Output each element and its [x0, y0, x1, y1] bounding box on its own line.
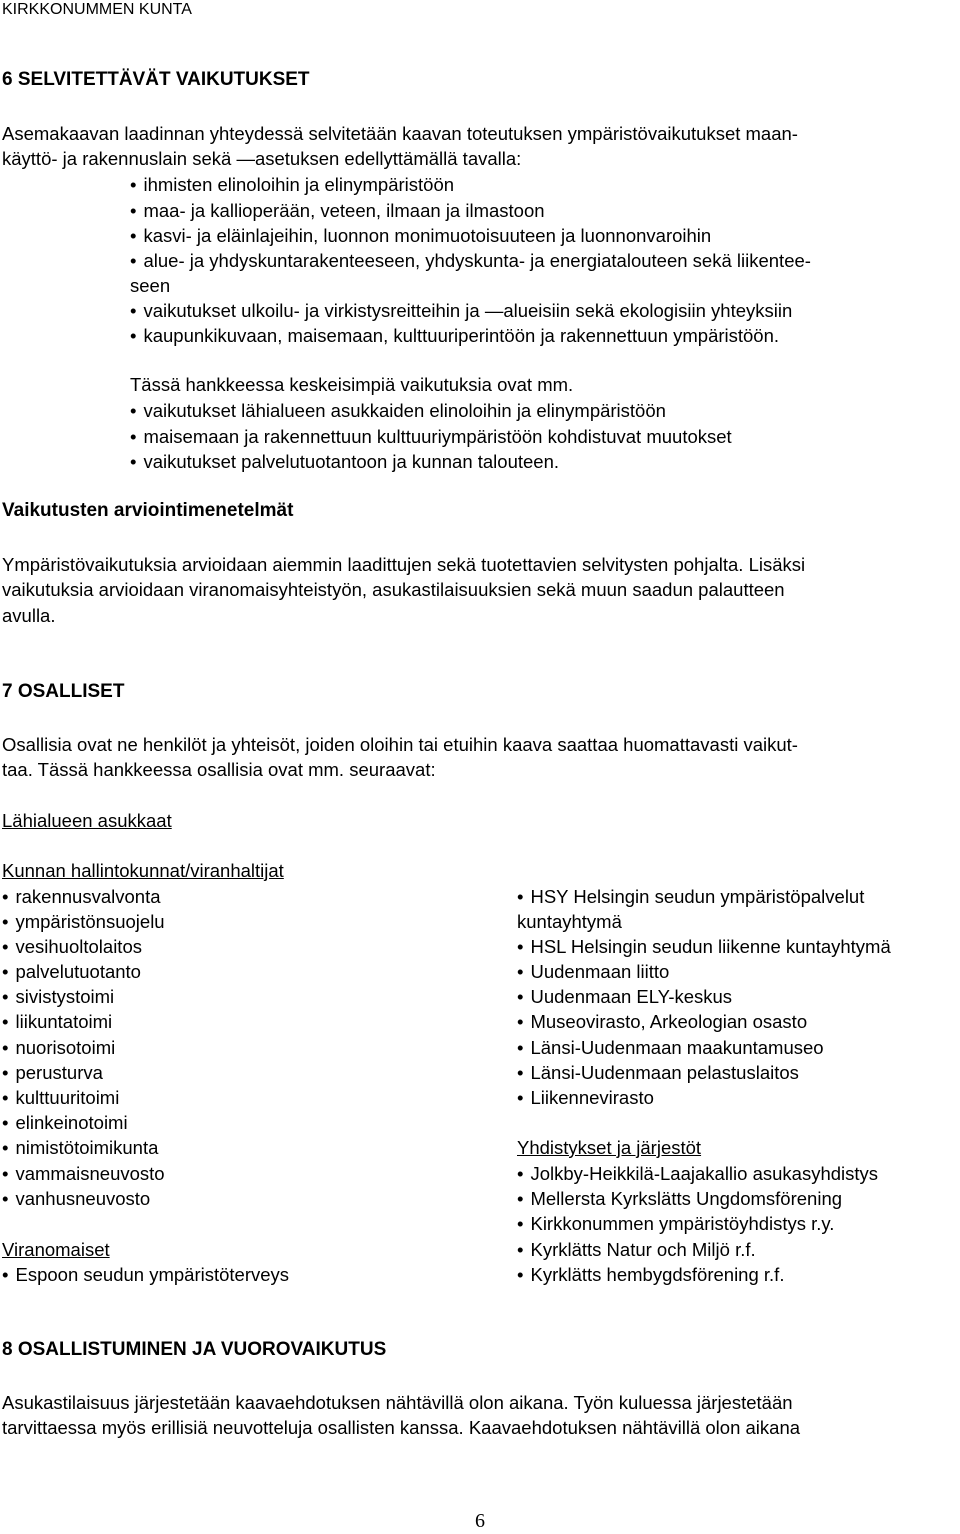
- agency-item: • Länsi-Uudenmaan maakuntamuseo: [517, 1035, 824, 1061]
- s6-key-bullet: • vaikutukset palvelutuotantoon ja kunnan talouteen.: [130, 449, 559, 475]
- s6-bullet-continuation: seen: [130, 275, 171, 296]
- s6-bullet: • ihmisten elinoloihin ja elinympäristöön: [130, 172, 454, 198]
- municipal-item: • palvelutuotanto: [2, 959, 141, 985]
- residents-heading: Lähialueen asukkaat: [2, 810, 172, 831]
- document-header: KIRKKONUMMEN KUNTA: [2, 1, 192, 18]
- agency-item: • Liikennevirasto: [517, 1085, 654, 1111]
- agency-item-continuation: kuntayhtymä: [517, 911, 622, 932]
- municipal-item: • elinkeinotoimi: [2, 1110, 128, 1136]
- municipal-item: • ympäristönsuojelu: [2, 909, 165, 935]
- municipal-item: • vammaisneuvosto: [2, 1161, 165, 1187]
- agency-item: • Uudenmaan liitto: [517, 959, 669, 985]
- methods-text-line: vaikutuksia arvioidaan viranomaisyhteistyön, asukastilaisuuksien sekä muun saadun palautteen: [2, 579, 785, 600]
- municipal-item: • rakennusvalvonta: [2, 884, 161, 910]
- association-item: • Kyrklätts hembygdsförening r.f.: [517, 1262, 784, 1288]
- municipal-item: • vesihuoltolaitos: [2, 934, 142, 960]
- s8-text-line: tarvittaessa myös erillisiä neuvotteluja osallisten kanssa. Kaavaehdotuksen nähtävillä olon aikana: [2, 1417, 801, 1438]
- s6-bullet: • alue- ja yhdyskuntarakenteeseen, yhdyskunta- ja energiatalouteen sekä liikentee-: [130, 248, 811, 274]
- section-7-title: 7 OSALLISET: [2, 681, 125, 702]
- association-item: • Kyrklätts Natur och Miljö r.f.: [517, 1237, 756, 1263]
- s6-bullet: • maa- ja kallioperään, veteen, ilmaan ja ilmastoon: [130, 198, 545, 224]
- agency-item: • Museovirasto, Arkeologian osasto: [517, 1009, 807, 1035]
- municipal-item: • sivistystoimi: [2, 984, 114, 1010]
- municipal-item: • liikuntatoimi: [2, 1009, 112, 1035]
- municipal-item: • perusturva: [2, 1060, 103, 1086]
- agency-item: • Länsi-Uudenmaan pelastuslaitos: [517, 1060, 799, 1086]
- association-item: • Kirkkonummen ympäristöyhdistys r.y.: [517, 1211, 834, 1237]
- s6-key-intro: Tässä hankkeessa keskeisimpiä vaikutuksia ovat mm.: [130, 374, 574, 395]
- municipal-item: • kulttuuritoimi: [2, 1085, 119, 1111]
- s6-key-bullet: • maisemaan ja rakennettuun kulttuuriympäristöön kohdistuvat muutokset: [130, 424, 732, 450]
- methods-text-line: Ympäristövaikutuksia arvioidaan aiemmin laadittujen sekä tuotettavien selvitysten pohjalta. Lisäksi: [2, 554, 806, 575]
- agency-item: • Uudenmaan ELY-keskus: [517, 984, 732, 1010]
- municipal-heading: Kunnan hallintokunnat/viranhaltijat: [2, 860, 284, 881]
- municipal-item: • nuorisotoimi: [2, 1035, 115, 1061]
- association-item: • Jolkby-Heikkilä-Laajakallio asukasyhdistys: [517, 1161, 878, 1187]
- methods-heading: Vaikutusten arviointimenetelmät: [2, 500, 294, 521]
- s8-text-line: Asukastilaisuus järjestetään kaavaehdotuksen nähtävillä olon aikana. Työn kuluessa järjestetään: [2, 1392, 793, 1413]
- s6-bullet: • vaikutukset ulkoilu- ja virkistysreitteihin ja —alueisiin sekä ekologisiin yhteyksiin: [130, 298, 792, 324]
- s6-intro-line: käyttö- ja rakennuslain sekä —asetuksen edellyttämällä tavalla:: [2, 148, 522, 169]
- s7-intro-line: Osallisia ovat ne henkilöt ja yhteisöt, joiden oloihin tai etuihin kaava saattaa huomattavasti vaikut-: [2, 734, 798, 755]
- municipal-item: • vanhusneuvosto: [2, 1186, 150, 1212]
- s6-intro-line: Asemakaavan laadinnan yhteydessä selvitetään kaavan toteutuksen ympäristövaikutukset maan-: [2, 123, 798, 144]
- page-number: 6: [475, 1510, 485, 1532]
- association-item: • Mellersta Kyrkslätts Ungdomsförening: [517, 1186, 842, 1212]
- agency-item: • HSY Helsingin seudun ympäristöpalvelut: [517, 884, 864, 910]
- associations-heading: Yhdistykset ja järjestöt: [517, 1137, 702, 1158]
- s6-key-bullet: • vaikutukset lähialueen asukkaiden elinoloihin ja elinympäristöön: [130, 398, 666, 424]
- authority-item: • Espoon seudun ympäristöterveys: [2, 1262, 289, 1288]
- agency-item: • HSL Helsingin seudun liikenne kuntayhtymä: [517, 934, 891, 960]
- section-6-title: 6 SELVITETTÄVÄT VAIKUTUKSET: [2, 69, 310, 90]
- municipal-item: • nimistötoimikunta: [2, 1135, 158, 1161]
- authorities-heading: Viranomaiset: [2, 1239, 110, 1260]
- s6-bullet: • kaupunkikuvaan, maisemaan, kulttuuriperintöön ja rakennettuun ympäristöön.: [130, 323, 779, 349]
- methods-text-line: avulla.: [2, 605, 56, 626]
- section-8-title: 8 OSALLISTUMINEN JA VUOROVAIKUTUS: [2, 1339, 387, 1360]
- s7-intro-line: taa. Tässä hankkeessa osallisia ovat mm. seuraavat:: [2, 759, 436, 780]
- s6-bullet: • kasvi- ja eläinlajeihin, luonnon monimuotoisuuteen ja luonnonvaroihin: [130, 223, 711, 249]
